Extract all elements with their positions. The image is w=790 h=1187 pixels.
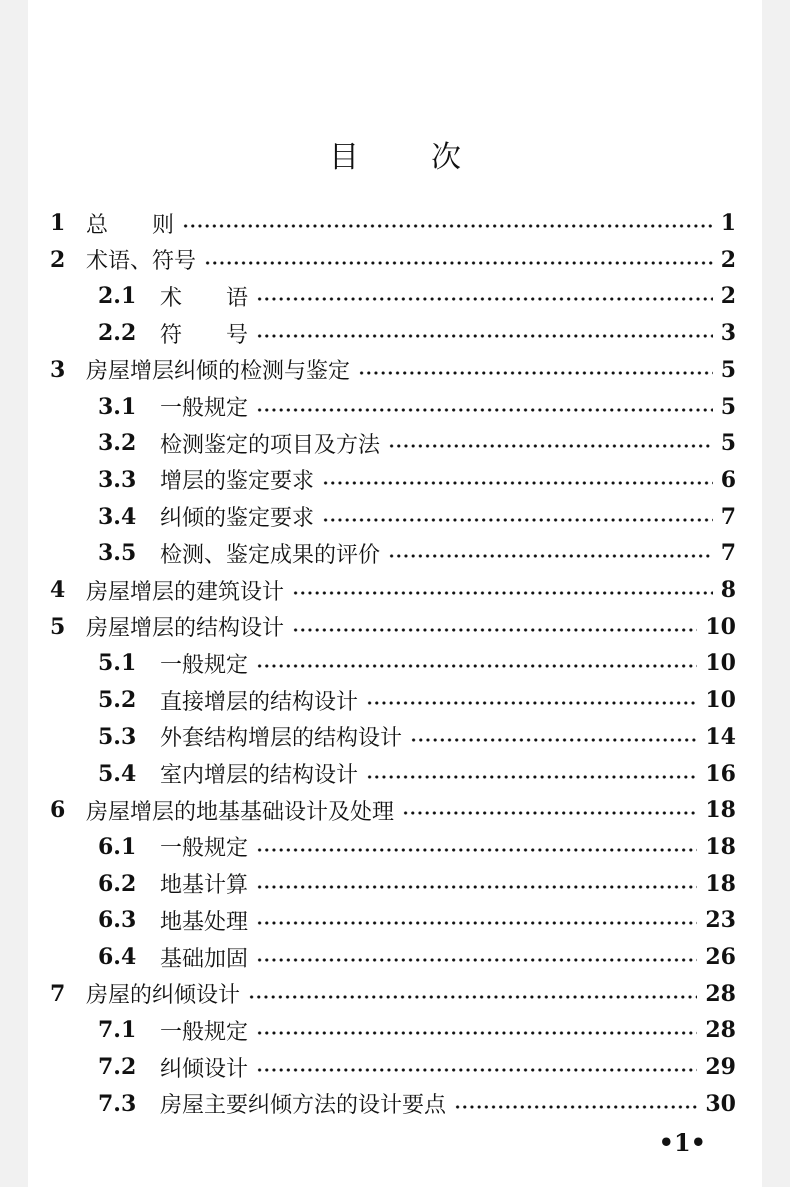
toc-entry-title: 检测鉴定的项目及方法 <box>160 432 381 458</box>
toc-entry-number: 6.4 <box>98 944 137 970</box>
toc-entry-number: 5.2 <box>98 687 137 714</box>
toc-entry-number: 5.4 <box>98 760 137 787</box>
toc-entry-number: 3.5 <box>98 540 137 567</box>
toc-entry[interactable] <box>28 316 736 350</box>
toc-entry[interactable] <box>28 353 736 387</box>
toc-entry-number: 2.1 <box>98 283 137 310</box>
toc-leader-dots <box>388 554 713 558</box>
toc-entry-number: 3 <box>50 356 66 383</box>
toc-entry-page: 7 <box>720 503 736 530</box>
toc-entry-page: 10 <box>705 613 736 640</box>
toc-leader-dots <box>256 408 713 412</box>
toc-entry-page: 16 <box>705 760 736 787</box>
toc-leader-dots <box>256 1031 697 1035</box>
toc-entry-title: 地基处理 <box>160 909 249 935</box>
page-number: •1• <box>658 1128 706 1157</box>
toc-entry-title: 地基计算 <box>160 873 249 899</box>
toc-entry-number: 7.2 <box>98 1054 137 1081</box>
toc-leader-dots <box>248 995 697 999</box>
toc-entry-number: 2.2 <box>98 320 137 347</box>
toc-entry-number: 3.1 <box>98 393 137 420</box>
toc-leader-dots <box>256 848 697 852</box>
toc-entry[interactable] <box>28 500 736 534</box>
toc-leader-dots <box>366 701 697 705</box>
toc-entry[interactable] <box>28 279 736 313</box>
toc-entry-page: 1 <box>720 210 736 236</box>
title-char-1: 目 <box>329 140 359 175</box>
toc-entry-number: 5.3 <box>98 723 137 750</box>
toc-entry[interactable] <box>28 646 736 680</box>
toc-leader-dots <box>256 1068 697 1072</box>
toc-entry[interactable] <box>28 1050 736 1084</box>
toc-leader-dots <box>388 444 713 448</box>
toc-entry-title: 房屋的纠倾设计 <box>86 983 241 1009</box>
toc-entry[interactable] <box>28 536 736 570</box>
toc-entry-number: 1 <box>50 210 66 236</box>
toc-entry-page: 5 <box>720 430 736 457</box>
toc-entry-page: 10 <box>705 687 736 714</box>
toc-entry[interactable] <box>28 720 736 754</box>
toc-leader-dots <box>410 738 697 742</box>
toc-entry[interactable] <box>28 573 736 607</box>
toc-entry-number: 5.1 <box>98 650 137 677</box>
toc-entry-number: 3.2 <box>98 430 137 457</box>
toc-entry-number: 6.3 <box>98 907 137 934</box>
toc-entry-page: 18 <box>705 797 736 824</box>
toc-entry-number: 3.4 <box>98 503 137 530</box>
toc-entry-number: 6.1 <box>98 833 137 860</box>
title-char-2: 次 <box>431 140 461 175</box>
toc-entry-title: 基础加固 <box>160 946 249 972</box>
toc-entry[interactable] <box>28 206 736 240</box>
toc-entry-page: 14 <box>705 723 736 750</box>
toc-entry[interactable] <box>28 867 736 901</box>
toc-leader-dots <box>256 297 713 301</box>
toc-entry[interactable] <box>28 390 736 424</box>
toc-entry-page: 23 <box>705 907 736 934</box>
toc-entry[interactable] <box>28 940 736 974</box>
toc-entry-page: 2 <box>720 283 736 310</box>
toc-entry-title: 房屋增层的结构设计 <box>86 616 285 642</box>
toc-entry-page: 5 <box>720 356 736 383</box>
toc-leader-dots <box>256 885 697 889</box>
toc-leader-dots <box>256 921 697 925</box>
toc-leader-dots <box>292 628 697 632</box>
toc-entry[interactable] <box>28 903 736 937</box>
toc-entry-title: 房屋增层的地基基础设计及处理 <box>86 799 395 825</box>
toc-entry-page: 5 <box>720 393 736 420</box>
toc-entry[interactable] <box>28 463 736 497</box>
toc-entry-number: 4 <box>50 577 66 603</box>
toc-entry-title: 术 语 <box>160 285 249 311</box>
toc-entry-number: 3.3 <box>98 466 137 493</box>
toc-entry-page: 2 <box>720 246 736 273</box>
toc-leader-dots <box>256 664 697 668</box>
toc-leader-dots <box>366 775 697 779</box>
toc-entry-page: 3 <box>720 320 736 347</box>
toc-entry-page: 29 <box>705 1054 736 1081</box>
toc-entry-page: 8 <box>720 577 736 603</box>
toc-entry[interactable] <box>28 830 736 864</box>
toc-leader-dots <box>322 481 713 485</box>
toc-entry-page: 28 <box>705 1017 736 1044</box>
toc-entry-number: 5 <box>50 613 66 640</box>
page-title <box>28 132 762 176</box>
toc-entry[interactable] <box>28 1087 736 1121</box>
toc-leader-dots <box>182 224 713 228</box>
toc-entry[interactable] <box>28 977 736 1011</box>
toc-entry[interactable] <box>28 683 736 717</box>
document-page <box>28 0 762 1187</box>
toc-entry-number: 2 <box>50 246 66 273</box>
toc-entry-title: 纠倾设计 <box>160 1056 249 1082</box>
toc-leader-dots <box>322 518 713 522</box>
toc-entry-number: 7 <box>50 980 66 1007</box>
toc-entry-page: 6 <box>720 466 736 493</box>
toc-entry-page: 18 <box>705 870 736 897</box>
toc-entry-number: 6.2 <box>98 870 137 897</box>
toc-entry-title: 房屋增层纠倾的检测与鉴定 <box>86 359 351 385</box>
toc-entry-title: 总 则 <box>86 212 175 238</box>
toc-entry[interactable] <box>28 243 736 277</box>
toc-entry-page: 18 <box>705 833 736 860</box>
toc-entry-title: 纠倾的鉴定要求 <box>160 506 315 532</box>
toc-entry-page: 10 <box>705 650 736 677</box>
toc-entry-number: 6 <box>50 797 66 824</box>
toc-entry-title: 检测、鉴定成果的评价 <box>160 542 381 568</box>
toc-entry-page: 26 <box>705 944 736 970</box>
toc-entry[interactable] <box>28 757 736 791</box>
toc-leader-dots <box>358 371 713 375</box>
toc-entry-title: 室内增层的结构设计 <box>160 763 359 788</box>
toc-entry-title: 增层的鉴定要求 <box>160 469 315 495</box>
toc-leader-dots <box>204 261 713 265</box>
toc-leader-dots <box>454 1105 697 1109</box>
toc-entry-title: 直接增层的结构设计 <box>160 689 359 715</box>
toc-entry[interactable] <box>28 610 736 644</box>
toc-entry[interactable] <box>28 426 736 460</box>
toc-leader-dots <box>256 334 713 338</box>
toc-entry-title: 一般规定 <box>160 1019 249 1045</box>
toc-entry-title: 一般规定 <box>160 396 249 421</box>
toc-leader-dots <box>256 958 697 962</box>
toc-entry-title: 一般规定 <box>160 652 249 678</box>
toc-entry-title: 一般规定 <box>160 836 249 862</box>
toc-entry-number: 7.1 <box>98 1017 137 1044</box>
toc-entry-page: 30 <box>705 1090 736 1117</box>
toc-leader-dots <box>402 811 697 815</box>
toc-entry[interactable] <box>28 1013 736 1047</box>
toc-entry-title: 符 号 <box>160 322 249 348</box>
toc-leader-dots <box>292 591 713 595</box>
toc-entry-title: 外套结构增层的结构设计 <box>160 726 403 752</box>
toc-entry-page: 7 <box>720 540 736 567</box>
toc-entry[interactable] <box>28 793 736 827</box>
toc-entry-page: 28 <box>705 980 736 1007</box>
toc-entry-title: 术语、符号 <box>86 249 197 275</box>
toc-entry-title: 房屋主要纠倾方法的设计要点 <box>160 1093 447 1119</box>
toc-entry-number: 7.3 <box>98 1090 137 1117</box>
toc-entry-title: 房屋增层的建筑设计 <box>86 579 285 605</box>
